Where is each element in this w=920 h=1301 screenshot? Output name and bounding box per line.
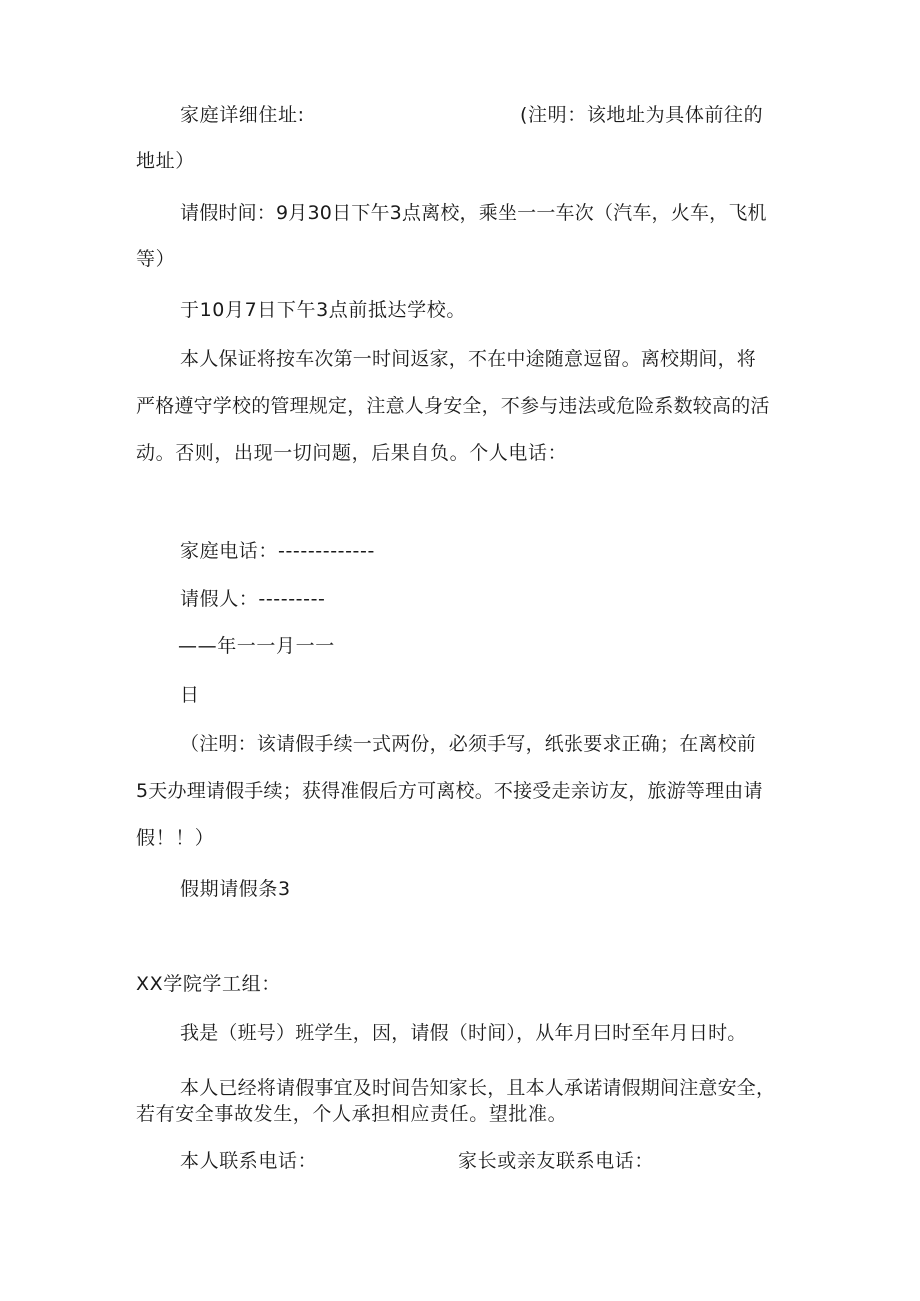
leave-time-continued: 等） (136, 248, 176, 270)
section-title: 假期请假条3 (180, 878, 291, 900)
note-paragraph-line-3: 假！！） (136, 827, 215, 849)
recipient-line: XX学院学工组： (136, 973, 281, 995)
pledge-paragraph-line-2: 严格遵守学校的管理规定，注意人身安全，不参与违法或危险系数较高的活 (136, 395, 770, 417)
body-paragraph-line-1: 我是（班号）班学生，因，请假（时间），从年月曰时至年月日时。 (180, 1022, 747, 1044)
applicant-line: 请假人：--------- (180, 588, 326, 610)
body-paragraph-line-2: 本人已经将请假事宜及时间告知家长，且本人承诺请假期间注意安全， (180, 1077, 776, 1099)
return-line: 于10月7日下午3点前抵达学校。 (180, 299, 466, 321)
date-line: ——年一一月一一 (178, 635, 335, 657)
address-label: 家庭详细住址: (180, 104, 305, 126)
note-paragraph-line-2: 5天办理请假手续；获得准假后方可离校。不接受走亲访友，旅游等理由请 (136, 780, 763, 802)
date-day: 日 (180, 684, 200, 706)
address-note: (注明：该地址为具体前往的 (520, 104, 764, 126)
parent-phone-label: 家长或亲友联系电话： (458, 1150, 655, 1172)
self-phone-label: 本人联系电话： (180, 1150, 318, 1172)
note-paragraph-line-1: （注明：该请假手续一式两份，必须手写，纸张要求正确；在离校前 (180, 733, 757, 755)
pledge-paragraph-line-3: 动。否则，出现一切问题，后果自负。个人电话： (136, 442, 568, 464)
pledge-paragraph-line-1: 本人保证将按车次第一时间返家，不在中途随意逗留。离校期间，将 (180, 348, 757, 370)
home-phone-line: 家庭电话：------------- (180, 540, 375, 562)
leave-time-line: 请假时间：9月30日下午3点离校，乘坐一一车次（汽车，火车，飞机 (180, 202, 767, 224)
body-paragraph-line-3: 若有安全事故发生，个人承担相应责任。望批准。 (136, 1103, 568, 1125)
address-note-continued: 地址） (136, 150, 195, 172)
